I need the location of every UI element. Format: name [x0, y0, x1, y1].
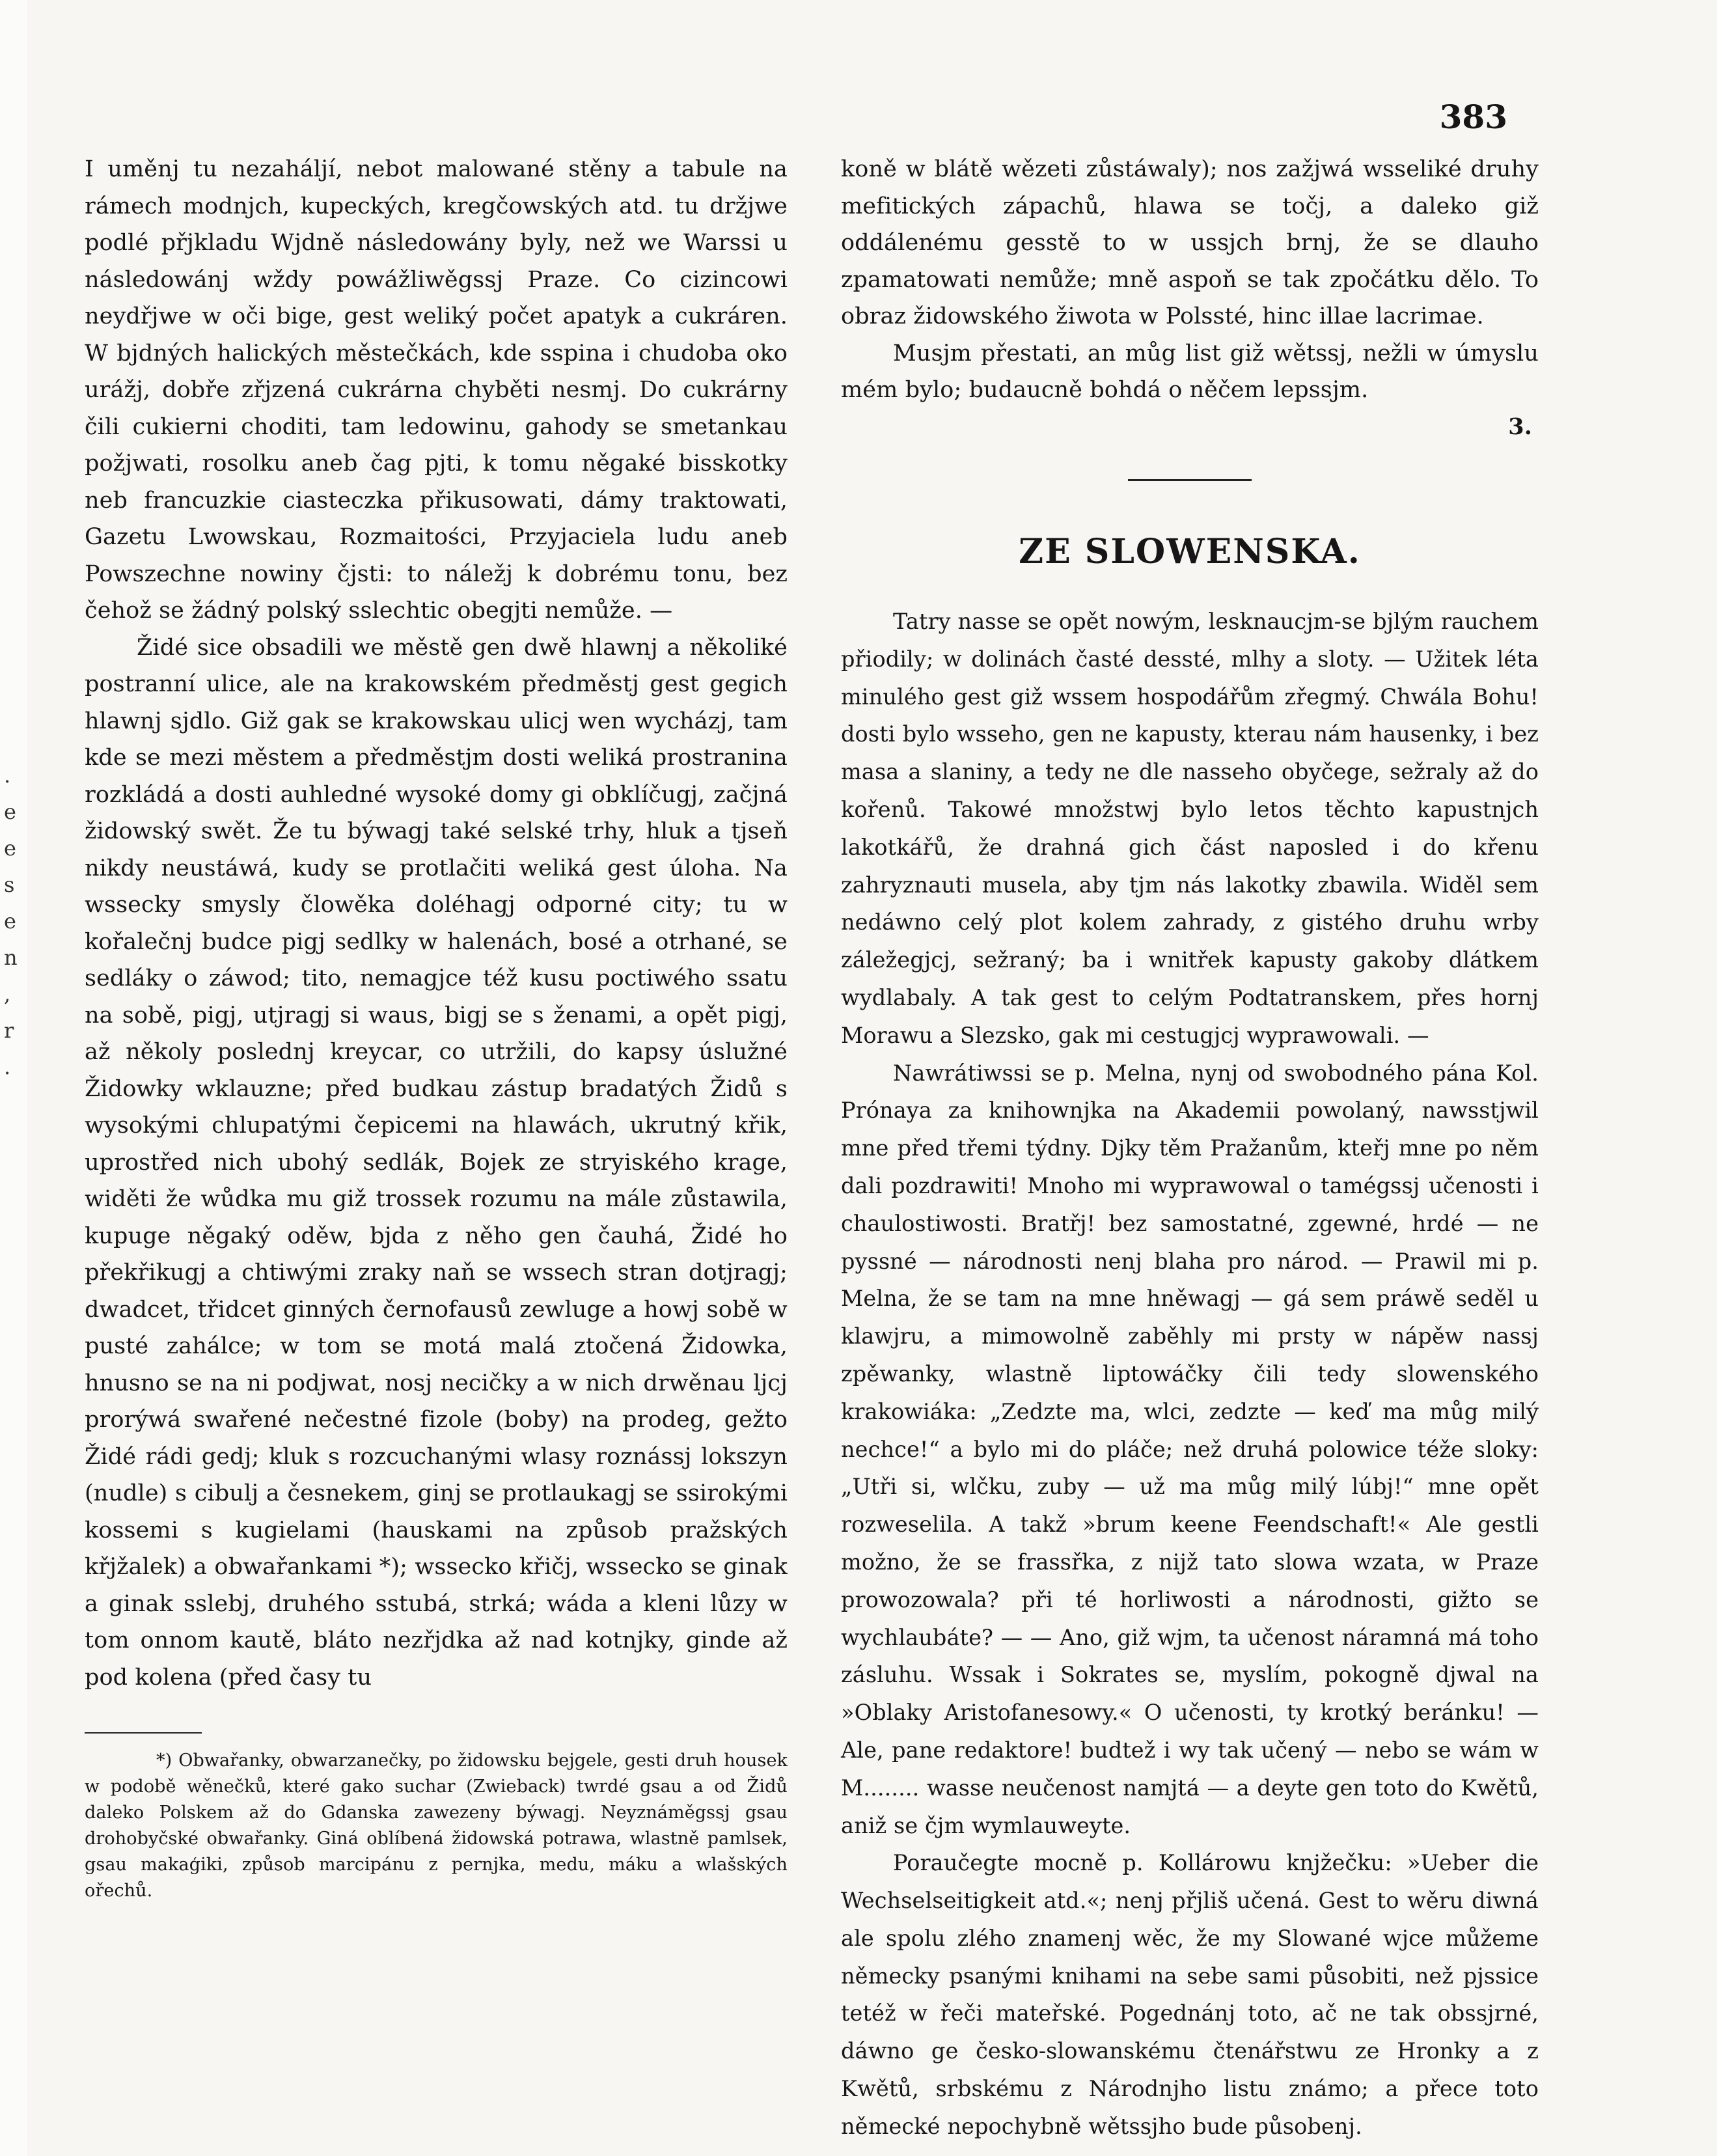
- paragraph: Židé sice obsadili we městě gen dwě hlawnj a několiké postranní ulice, ale na krakowském předměstj gest gegich hlawnj sjdlo. Giž gak se krakowskau ulicj wen wycházj, tam kde se mezi městem a předměstjm dosti weliká prostranina rozkládá a dosti auhledné wysoké domy gi obklíčugj, začjná židowský swět. Že tu býwagj také selské trhy, hluk a tjseň nikdy neustáwá, kudy se protlačiti weliká gest úloha. Na wssecky smysly člowěka doléhagj odporné city; tu w kořalečnj budce pigj sedlky w halenách, bosé a otrhané, se sedláky o záwod; tito, nemagjce též kusu poctiwého ssatu na sobě, pigj, utjragj si waus, bigj se s ženami, a opět pigj, až několy poslednj kreycar, co utržili, do kapsy úslužné Židowky wklauzne; před budkau zástup bradatých Židů s wysokými chlupatými čepicemi na hlawách, ukrutný křik, uprostřed nich ubohý sedlák, Bojek ze stryiského krage, widěti že wůdka mu giž trossek rozumu na mále zůstawila, kupuge něgaký oděw, bjda z něho gen čauhá, Židé ho překřikugj a chtiwými zraky naň se wssech stran dotjragj; dwadcet, třidcet ginných černofausů zewluge a howj sobě w pusté zahálce; w tom se motá malá ztočená Židowka, hnusno se na ni podjwat, nosj necičky a w nich drwěnau ljcj prorýwá swařené nečestné fizole (boby) na prodeg, gežto Židé rádi gedj; kluk s rozcuchanými wlasy roznássj lokszyn (nudle) s cibulj a česnekem, ginj se protlaukagj se ssirokými kossemi s kugielami (hauskami na způsob pražských křjžalek) a obwařankami *); wssecko křičj, wssecko se ginak a ginak sslebj, druhého sstubá, strká; wáda a kleni lůzy w tom onnom kautě, bláto nezřjdka až nad kotnjky, ginde až pod kolena (před časy tu: [85, 634, 788, 1691]
- paragraph: Tatry nasse se opět nowým, lesknaucjm-se bjlým rauchem přiodily; w dolinách časté dessté, mlhy a sloty. — Užitek léta minulého gest giž wssem hospodářům zřegmý. Chwála Bohu! dosti bylo wsseho, gen ne kapusty, kterau nám hausenky, i bez masa a slaniny, a tedy ne dle nasseho obyčege, sežraly až do kořenů. Takowé množstwj bylo letos těchto kapustnjch lakotkářů, že drahná gich část naposled i do křenu zahryznauti musela, aby tjm nás lakotky zbawila. Widěl sem nedáwno celý plot kolem zahrady, z gistého druhu wrby záležegjcj, sežraný; ba i wnitřek kapusty gakoby dlátkem wydlabaly. A tak gest to celým Podtatranskem, přes hornj Morawu a Slezsko, gak mi cestugjcj wyprawowali. —: [841, 609, 1539, 1048]
- closing-paragraph: Musjm přestati, an můg list giž wětssj, nežli w úmyslu mém bylo; budaucně bohdá o něčem lepssjm.: [841, 340, 1539, 403]
- margin-glyph: e: [4, 909, 16, 933]
- section-divider: [1128, 479, 1252, 481]
- signature-text: 3.: [1508, 413, 1532, 440]
- margin-glyph: ,: [4, 982, 11, 1006]
- margin-glyph: e: [4, 836, 16, 861]
- footnote-divider: [85, 1732, 202, 1734]
- right-column: [841, 151, 1539, 2146]
- paragraph: I uměnj tu nezaháljí, nebot malowané stěny a tabule na rámech modnjch, kupeckých, kregčowských atd. tu držjwe podlé přjkladu Wjdně následowány byly, než we Warssi u následowánj wždy powážliwěgssj Praze. Co cizincowi neydřjwe w oči bige, gest weliký počet apatyk a cukráren. W bjdných halických městečkách, kde sspina i chudoba oko urážj, dobře zřjzená cukrárna chyběti nesmj. Do cukrárny čili cukierni choditi, tam ledowinu, gahody se smetankau požjwati, rosolku aneb čag pjti, k tomu něgaké bisskotky neb francuzkie ciasteczka přikusowati, dámy traktowati, Gazetu Lwowskau, Rozmaitości, Przyjaciela ludu aneb Powszechne nowiny čjsti: to náležj k dobrému tonu, bez čehož se žádný polský sslechtic obegjti nemůže. —: [85, 156, 788, 624]
- margin-glyph: .: [4, 763, 11, 788]
- margin-glyph: e: [4, 799, 16, 824]
- paragraph: Nawrátiwssi se p. Melna, nynj od swobodného pána Kol. Prónaya za knihownjka na Akademii powolaný, nawsstjwil mne před třemi týdny. Djky těm Pražanům, kteřj mne po něm dali pozdrawiti! Mnoho mi wyprawowal o tamégssj učenosti i chaulostiwosti. Bratřj! bez samostatné, zgewné, hrdé — ne pyssné — národnosti nenj blaha pro národ. — Prawil mi p. Melna, že se tam na mne hněwagj — gá sem práwě seděl u klawjru, a mimowolně zaběhly mi prsty w nápěw nassj zpěwanky, wlastně liptowáčky čili tedy slowenského krakowiáka: „Zedzte ma, wlci, zedzte — keď ma můg milý nechce!“ a bylo mi do pláče; než druhá polowice téže sloky: „Utři si, wlčku, zuby — už ma můg milý lúbj!“ mne opět rozweselila. A takž »brum keene Feendschaft!« Ale gestli možno, že se frassřka, z nijž tato slowa wzata, w Praze prowozowala? při té horliwosti a národnosti, gižto se wychlaubáte? — — Ano, giž wjm, ta učenost náramná má toho zásluhu. Wssak i Sokrates se, myslím, pokogně djwal na »Oblaky Aristofanesowy.« O učenosti, ty krotký beránku! — Ale, pane redaktore! budtež i wy tak učený — nebo se wám w M........ wasse neučenost namjtá — a deyte gen toto do Kwětů, aniž se čjm wymlauweyte.: [841, 1060, 1539, 1838]
- author-signature: [841, 409, 1539, 446]
- paragraph-continuation: koně w blátě wězeti zůstáwaly); nos zažjwá wsseliké druhy mefitických zápachů, hlawa se točj, a daleko giž oddálenému gesstě to w ussjch brnj, že se dlauho zpamatowati nemůže; mně aspoň se tak zpočátku dělo. To obraz židowského žiwota w Polssté, hinc illae lacrimae.: [841, 156, 1539, 329]
- paragraph: Poraučegte mocně p. Kollárowu knjžečku: »Ueber die Wechselseitigkeit atd.«; nenj přjliš učená. Gest to wěru diwná ale spolu zlého znamenj wěc, že my Slowané wjce můžeme německy psanými knihami na sebe sami působiti, než pjssice tetéž w řeči mateřské. Pogednánj toto, ač ne tak obssjrné, dáwno ge česko-slowanskému čtenářstwu ze Hronky a z Kwětů, srbskému z Národnjho listu známo; a přece toto německé nepochybně wětssjho bude působenj.: [841, 1850, 1539, 2139]
- adjacent-page-edge: [0, 0, 27, 2156]
- margin-glyph: s: [4, 872, 15, 897]
- page-number: 383: [1439, 98, 1507, 136]
- margin-glyph: .: [4, 1055, 11, 1079]
- footnote: *) Obwařanky, obwarzanečky, po židowsku bejgele, gesti druh housek w podobě wěnečků, které gako suchar (Zwieback) twrdé gsau a od Židů daleko Polskem až do Gdanska zawezeny býwagj. Neyznáměgssj gsau drohobyčské obwařanky. Giná oblíbená židowská potrawa, wlastně pamlsek, gsau makaģiki, způsob marcipánu z pernjka, medu, máku a wlašských ořechů.: [85, 1750, 788, 1901]
- left-column: [85, 151, 788, 1904]
- margin-glyph: r: [4, 1018, 14, 1043]
- margin-glyph: n: [4, 945, 18, 970]
- section-heading: ZE SLOWENSKA.: [1019, 532, 1361, 572]
- page-sheet: [27, 0, 1717, 2156]
